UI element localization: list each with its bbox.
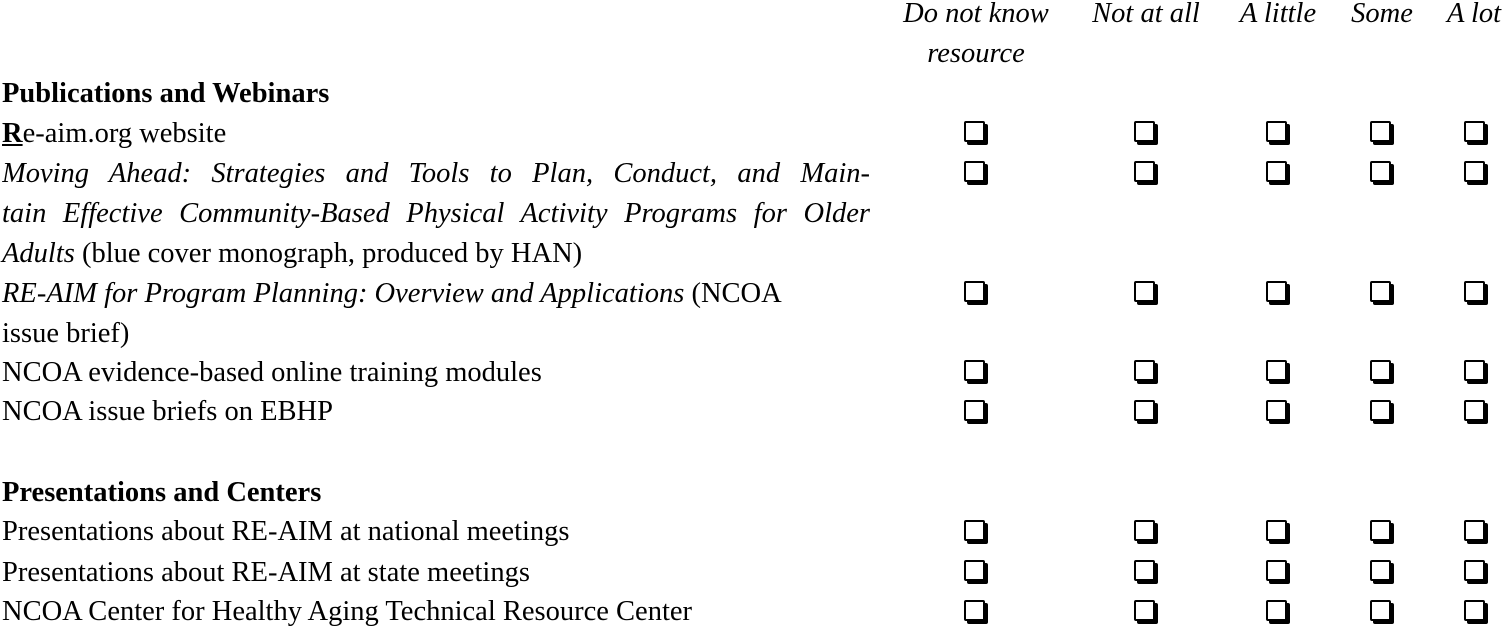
checkbox-some[interactable]	[1370, 281, 1391, 302]
column-header-some	[1340, 0, 1424, 34]
section-title-publications: Publications and Webinars	[2, 78, 330, 109]
section-title-presentations: Presentations and Centers	[2, 477, 322, 508]
row-label-line-1-italic: RE-AIM for Program Planning: Overview and Applications	[2, 278, 685, 309]
checkbox-not-at-all[interactable]	[1134, 560, 1155, 581]
row-label-moving-ahead	[2, 154, 870, 274]
checkbox-do-not-know[interactable]	[964, 121, 985, 142]
checkbox-do-not-know[interactable]	[964, 281, 985, 302]
checkbox-a-little[interactable]	[1266, 281, 1287, 302]
checkbox-some[interactable]	[1370, 400, 1391, 421]
checkbox-not-at-all[interactable]	[1134, 360, 1155, 381]
checkbox-not-at-all[interactable]	[1134, 600, 1155, 621]
row-label-ncoa-training-modules: NCOA evidence-based online training modules	[2, 357, 542, 388]
row-label-line-1: Moving Ahead: Strategies and Tools to Plan, Conduct, and Main-	[2, 158, 870, 189]
column-header-a-little	[1224, 0, 1332, 34]
checkbox-not-at-all[interactable]	[1134, 400, 1155, 421]
row-label-reaim-program-planning	[2, 274, 872, 354]
column-header-not-at-all	[1078, 0, 1214, 34]
column-header-line-2: resource	[927, 38, 1025, 69]
checkbox-a-lot[interactable]	[1464, 360, 1485, 381]
checkbox-a-little[interactable]	[1266, 161, 1287, 182]
checkbox-a-lot[interactable]	[1464, 121, 1485, 142]
row-label-line-2: issue brief)	[2, 318, 130, 349]
column-header-not-at-all-label: Not at all	[1092, 0, 1200, 29]
checkbox-a-lot[interactable]	[1464, 560, 1485, 581]
checkbox-do-not-know[interactable]	[964, 161, 985, 182]
checkbox-not-at-all[interactable]	[1134, 520, 1155, 541]
checkbox-not-at-all[interactable]	[1134, 121, 1155, 142]
column-header-do-not-know	[880, 0, 1072, 74]
checkbox-a-lot[interactable]	[1464, 600, 1485, 621]
checkbox-some[interactable]	[1370, 520, 1391, 541]
checkbox-do-not-know[interactable]	[964, 520, 985, 541]
checkbox-a-little[interactable]	[1266, 121, 1287, 142]
row-label-line-2: tain Effective Community-Based Physical Activity Programs for Older	[2, 198, 870, 229]
checkbox-do-not-know[interactable]	[964, 600, 985, 621]
column-header-a-lot	[1436, 0, 1507, 34]
column-header-a-lot-label: A lot	[1446, 0, 1502, 29]
row-label-rest: e-aim.org website	[22, 118, 227, 149]
column-header-some-label: Some	[1351, 0, 1413, 29]
checkbox-a-lot[interactable]	[1464, 281, 1485, 302]
checkbox-some[interactable]	[1370, 161, 1391, 182]
row-label-line-3-rest: (blue cover monograph, produced by HAN)	[74, 238, 583, 269]
checkbox-a-little[interactable]	[1266, 560, 1287, 581]
checkbox-do-not-know[interactable]	[964, 400, 985, 421]
checkbox-do-not-know[interactable]	[964, 360, 985, 381]
checkbox-a-little[interactable]	[1266, 520, 1287, 541]
checkbox-not-at-all[interactable]	[1134, 161, 1155, 182]
row-label-line-1-rest: (NCOA	[684, 278, 782, 309]
row-label-lead: R	[2, 118, 23, 149]
checkbox-a-lot[interactable]	[1464, 520, 1485, 541]
column-header-line-1: Do not know	[903, 0, 1049, 29]
checkbox-some[interactable]	[1370, 560, 1391, 581]
checkbox-a-little[interactable]	[1266, 600, 1287, 621]
checkbox-a-lot[interactable]	[1464, 400, 1485, 421]
checkbox-a-little[interactable]	[1266, 360, 1287, 381]
checkbox-not-at-all[interactable]	[1134, 281, 1155, 302]
row-label-line-3-italic: Adults	[2, 238, 75, 269]
row-label-ncoa-issue-briefs: NCOA issue briefs on EBHP	[2, 396, 333, 427]
checkbox-a-little[interactable]	[1266, 400, 1287, 421]
column-header-a-little-label: A little	[1239, 0, 1317, 29]
row-label-ncoa-center: NCOA Center for Healthy Aging Technical Resource Center	[2, 596, 692, 627]
checkbox-some[interactable]	[1370, 600, 1391, 621]
checkbox-a-lot[interactable]	[1464, 161, 1485, 182]
row-label-reaim-website	[2, 114, 872, 154]
checkbox-some[interactable]	[1370, 121, 1391, 142]
checkbox-some[interactable]	[1370, 360, 1391, 381]
row-label-state-meetings: Presentations about RE-AIM at state meetings	[2, 557, 530, 588]
row-label-national-meetings: Presentations about RE-AIM at national meetings	[2, 516, 570, 547]
checkbox-do-not-know[interactable]	[964, 560, 985, 581]
